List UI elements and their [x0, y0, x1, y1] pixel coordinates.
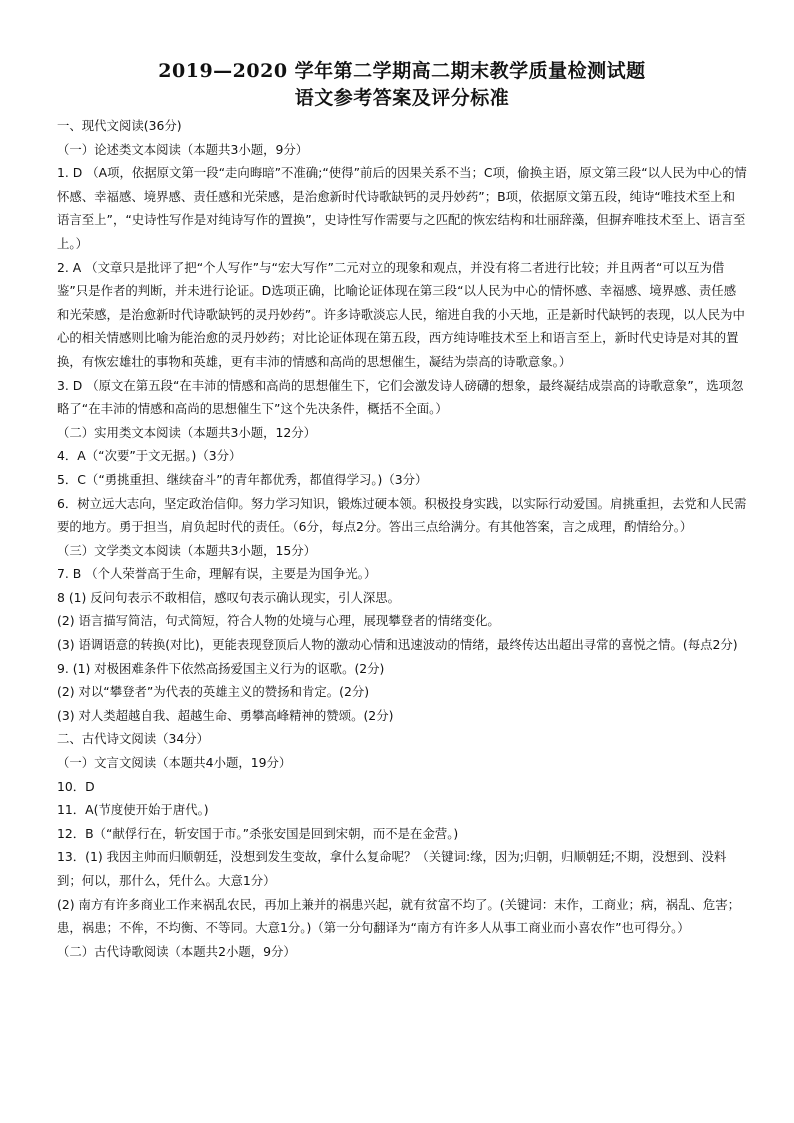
- answer-item: (3) 对人类超越自我、超越生命、勇攀高峰精神的赞颂。(2分): [57, 707, 394, 723]
- answer-item: 4．A（“次要”于文无据。)（3分）: [57, 448, 242, 464]
- answer-content: [57, 114, 747, 963]
- answer-item: 6．树立远大志向，坚定政治信仰。努力学习知识，锻炼过硬本领。积极投身实践，以实际行动爱国。肩挑重担，去党和人民需要的地方。勇于担当，肩负起时代的责任。（6分，每点2分。答出三点给满分。有其他答案，言之成理，酌情给分。）: [57, 495, 747, 535]
- answer-item: 5．C（“勇挑重担、继续奋斗”的青年都优秀，都值得学习。)（3分）: [57, 471, 428, 487]
- answer-key-page: [57, 58, 747, 963]
- title-line-2: 语文参考答案及评分标准: [294, 87, 510, 109]
- subsection-heading: （一）论述类文本阅读（本题共3小题，9分）: [57, 141, 309, 157]
- answer-item: 1. D （A项，依据原文第一段“走向晦暗”不准确;“使得”前后的因果关系不当；C项，偷换主语，原文第三段“以人民为中心的情怀感、幸福感、境界感、责任感和光荣感，是治愈新时代诗歌缺钙的灵丹妙药”；B项，依据原文第五段，纯诗“唯技术至上和语言至上”，“史诗性写作是对纯诗写作的置换”，史诗性写作需要与之匹配的恢宏结构和壮丽辞藻，但摒弃唯技术至上、语言至上。）: [57, 165, 747, 251]
- answer-item: (2) 南方有许多商业工作来祸乱农民，再加上兼并的祸患兴起，就有贫富不均了。(关键词：末作，工商业；病，祸乱、危害；患，祸患；不侔，不均衡、不等同。大意1分。)（第一分句翻译为“南方有许多人从事工商业而小喜农作”也可得分。）: [57, 896, 741, 936]
- answer-item: (2) 对以“攀登者”为代表的英雄主义的赞扬和肯定。(2分): [57, 684, 370, 700]
- answer-item: 11．A(节度使开始于唐代。): [57, 802, 209, 818]
- subsection-heading: （二）实用类文本阅读（本题共3小题，12分）: [57, 424, 317, 440]
- section-heading: 二、古代诗文阅读（34分）: [57, 731, 210, 747]
- subsection-heading: （二）古代诗歌阅读（本题共2小题，9分）: [57, 943, 296, 959]
- answer-item: 10．D: [57, 778, 95, 794]
- answer-item: 9. (1) 对极困难条件下依然高扬爱国主义行为的讴歌。(2分): [57, 660, 385, 676]
- answer-item: 13．(1) 我因主帅而归顺朝廷，没想到发生变故，拿什么复命呢？（关键词:缘，因为;归朝，归顺朝廷;不期，没想到、没料到；何以，那什么，凭什么。大意1分）: [57, 849, 727, 888]
- answer-item: 7. B （个人荣誉高于生命，理解有误，主要是为国争光。）: [57, 566, 377, 582]
- subsection-heading: （三）文学类文本阅读（本题共3小题，15分）: [57, 542, 317, 558]
- answer-item: (3) 语调语意的转换(对比)，更能表现登顶后人物的激动心情和迅速波动的情绪，最终传达出超出寻常的喜悦之情。(每点2分): [57, 637, 738, 653]
- title-line-1: 2019—2020 学年第二学期高二期末教学质量检测试题: [158, 60, 646, 82]
- answer-item: 8 (1) 反问句表示不敢相信，感叹句表示确认现实，引人深思。: [57, 589, 401, 605]
- answer-item: 12．B（“献俘行在，斩安国于市。”杀张安国是回到宋朝，而不是在金营。): [57, 825, 459, 841]
- answer-item: 2. A （文章只是批评了把“个人写作”与“宏大写作”二元对立的现象和观点，并没有将二者进行比较；并且两者“可以互为借鉴”只是作者的判断，并未进行论证。D选项正确，比喻论证体现在第三段“以人民为中心的情怀感、幸福感、境界感、责任感和光荣感，是治愈新时代诗歌缺钙的灵丹妙药”。许多诗歌淡忘人民，缩进自我的小天地，正是新时代缺钙的表现，以人民为中心的相关情感则比喻为能治愈的灵丹妙药；对比论证体现在第五段，西方纯诗唯技术至上和语言至上，新时代史诗是对其的置换，有恢宏雄壮的事物和英雄，更有丰沛的情感和高尚的思想催生，凝结为崇高的诗歌意象。）: [57, 259, 745, 369]
- section-heading: 一、现代文阅读(36分): [57, 118, 182, 133]
- subsection-heading: （一）文言文阅读（本题共4小题，19分）: [57, 755, 292, 771]
- document-title: [57, 58, 747, 112]
- answer-item: (2) 语言描写简洁，句式简短，符合人物的处境与心理，展现攀登者的情绪变化。: [57, 613, 500, 629]
- answer-item: 3. D （原文在第五段“在丰沛的情感和高尚的思想催生下，它们会激发诗人磅礴的想象，最终凝结成崇高的诗歌意象”，选项忽略了“在丰沛的情感和高尚的思想催生下”这个先决条件，概括不全面。）: [57, 377, 744, 417]
